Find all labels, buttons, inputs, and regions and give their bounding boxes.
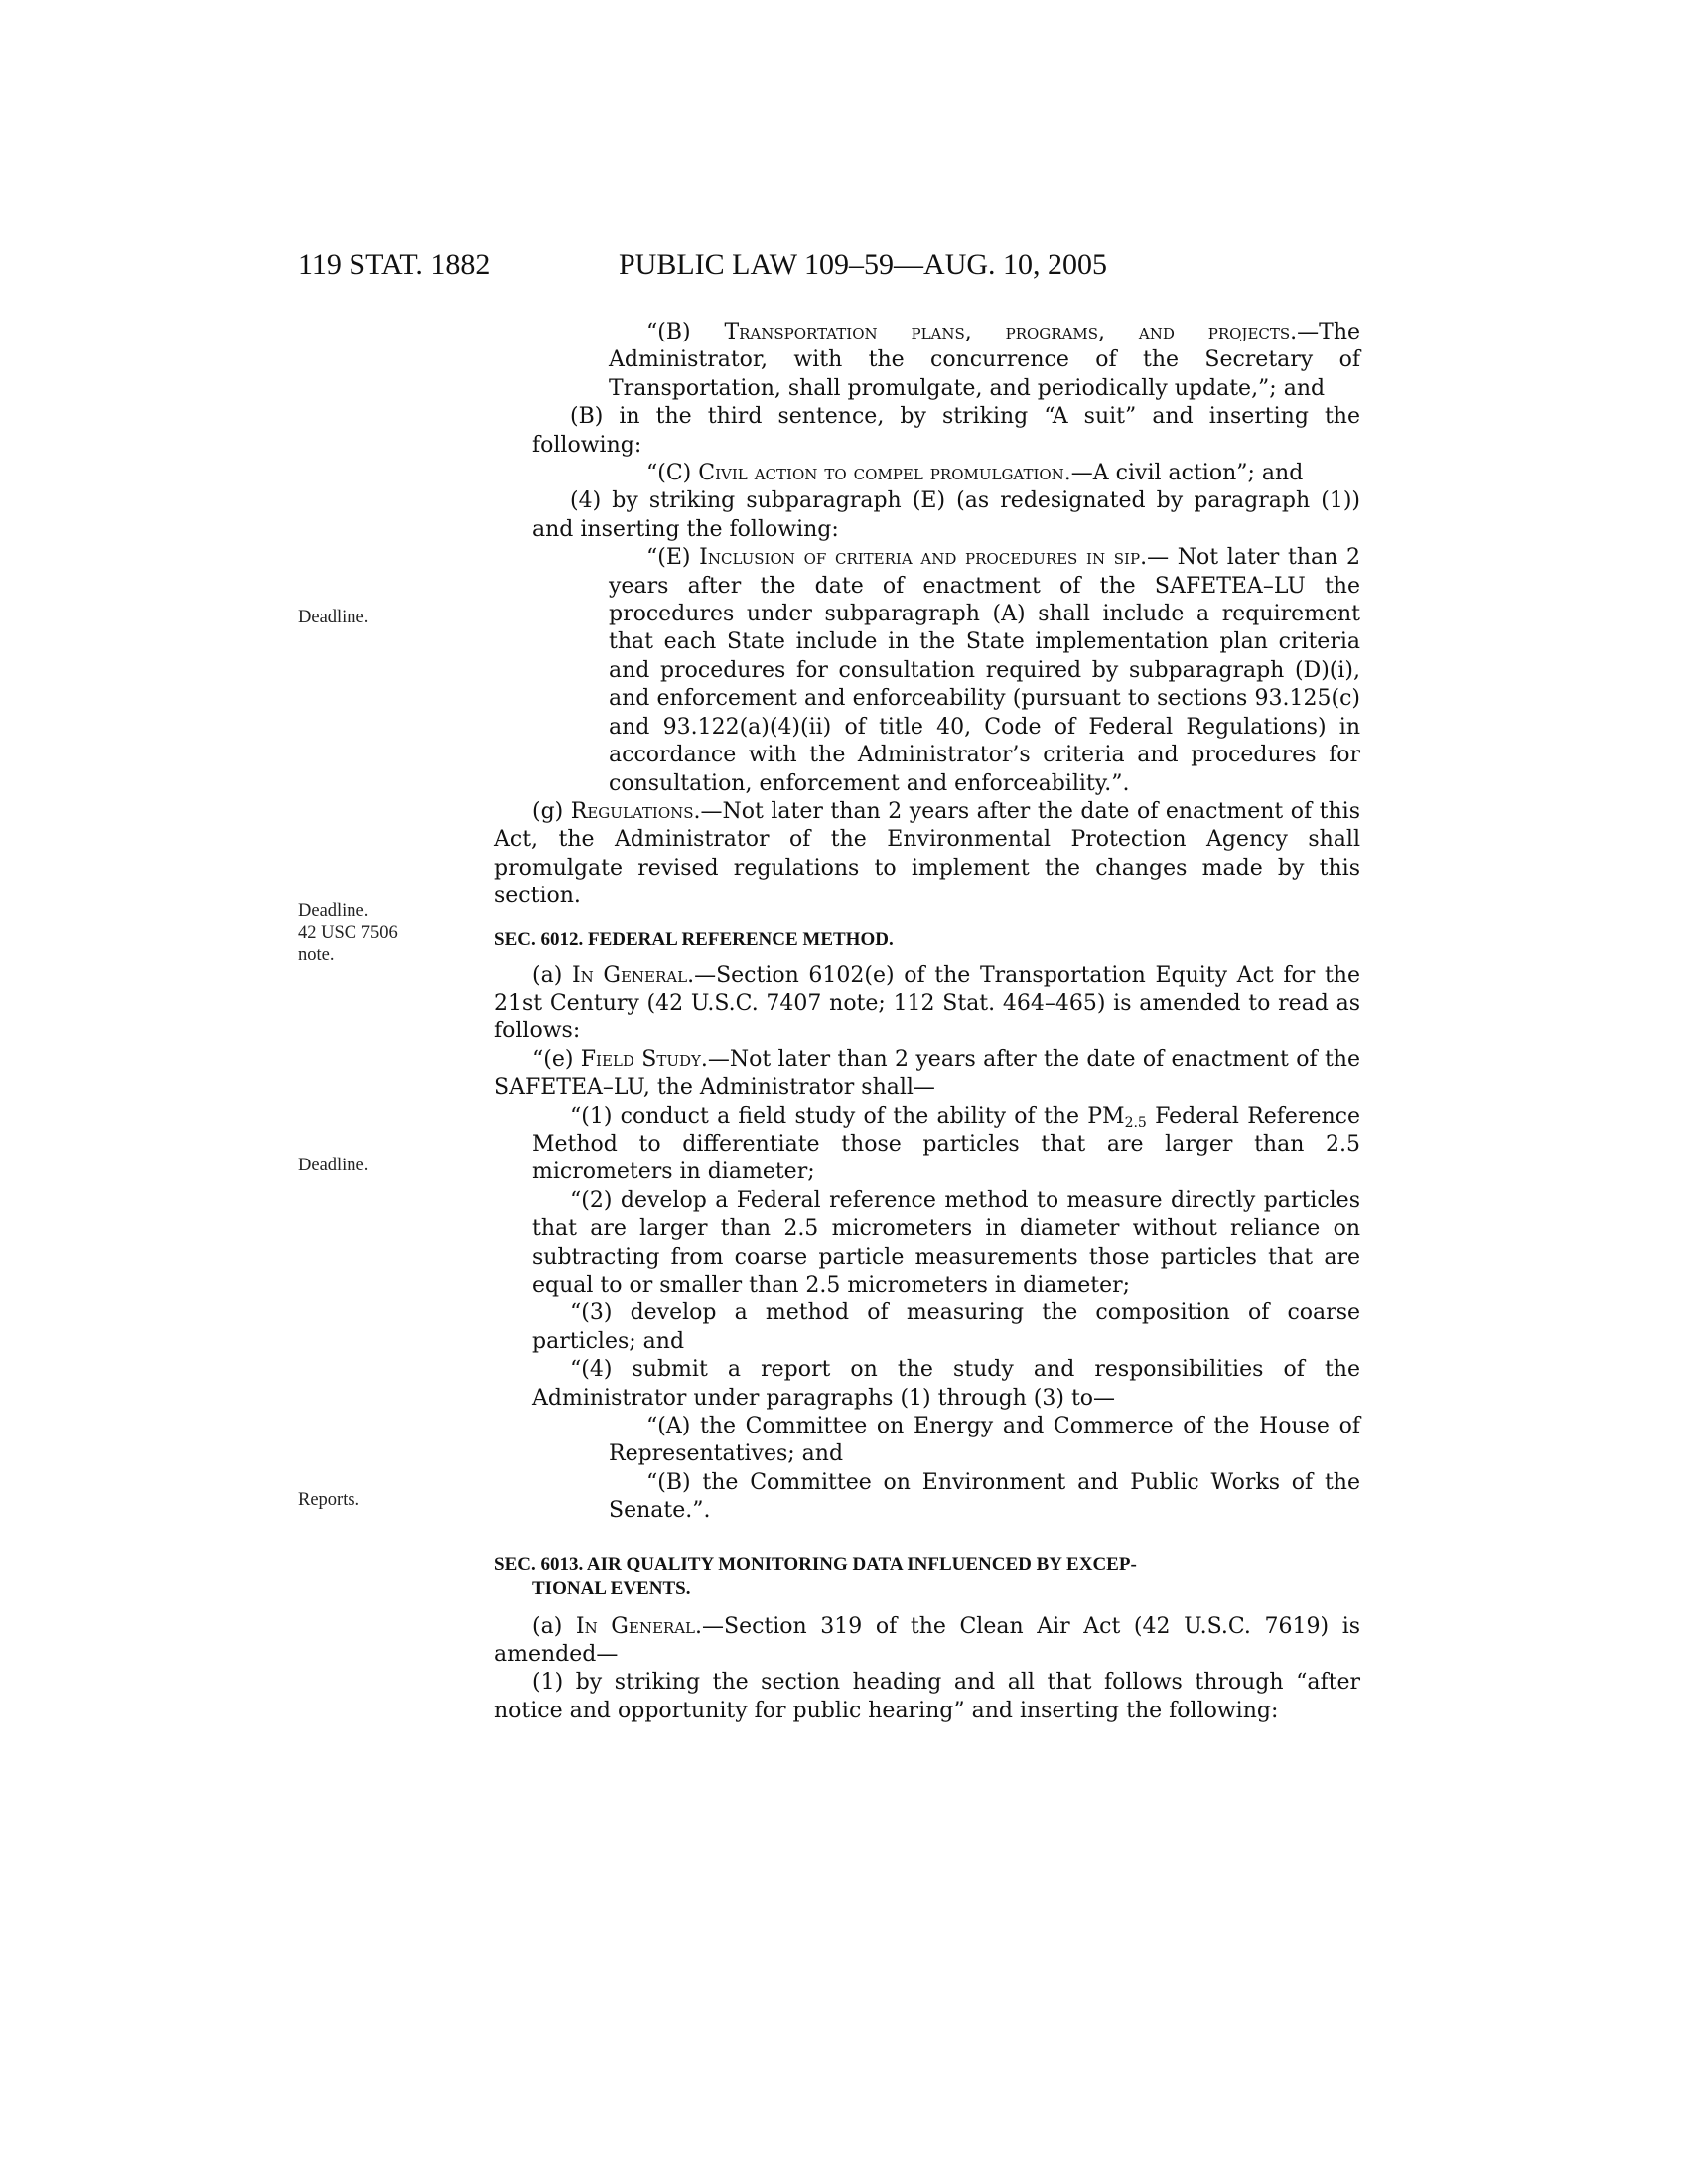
margin-note-deadline-usc (298, 900, 437, 966)
paragraph: (a) In General.—Section 6102(e) of the Transportation Equity Act for the 21st Century (42 U.S.C. 7407 note; 112 Stat. 464–465) is amended to read as follows: (494, 962, 1360, 1044)
section-heading: SEC. 6012. FEDERAL REFERENCE METHOD. (494, 928, 894, 950)
paragraph: (a) In General.—Section 319 of the Clean Air Act (42 U.S.C. 7619) is amended— (494, 1613, 1361, 1668)
margin-note-text: 42 USC 7506 (298, 923, 398, 943)
paragraph: “(C) Civil action to compel promulgation.—A civil action”; and (646, 461, 1304, 486)
paragraph: “(2) develop a Federal reference method to measure directly particles that are larger than 2.5 micrometers in diameter without reliance on subtracting from coarse particle measurements those particles that are equal to or smaller than 2.5 micrometers in diameter; (532, 1187, 1360, 1297)
paragraph: “(3) develop a method of measuring the composition of coarse particles; and (532, 1300, 1360, 1354)
margin-note-text: note. (298, 945, 335, 965)
section-heading: SEC. 6013. AIR QUALITY MONITORING DATA INFLUENCED BY EXCEP- TIONAL EVENTS. (494, 1553, 1137, 1599)
paragraph: “(1) conduct a field study of the ability of the $PM_{2.5}$ Federal Reference Method to differentiate those particles that are larger than 2.5 micrometers in diameter; (532, 1103, 1360, 1185)
paragraph: “(A) the Committee on Energy and Commerce of the House of Representatives; and (609, 1414, 1360, 1467)
margin-note-text: Deadline. (298, 608, 369, 627)
margin-note-deadline (298, 607, 437, 628)
paragraph: (1) by striking the section heading and all that follows through “after notice and opportunity for public hearing” and inserting the following: (494, 1670, 1360, 1723)
page-citation: 119 STAT. 1882 (298, 248, 491, 281)
paragraph: (4) by striking subparagraph (E) (as redesignated by paragraph (1)) and inserting the following: (532, 488, 1360, 542)
paragraph: “(e) Field Study.—Not later than 2 years after the date of enactment of the SAFETEA–LU, the Administrator shall— (494, 1046, 1360, 1101)
paragraph: “(4) submit a report on the study and responsibilities of the Administrator under paragraphs (1) through (3) to— (532, 1357, 1360, 1411)
paragraph: (B) in the third sentence, by striking “A suit” and inserting the following: (532, 404, 1360, 458)
paragraph: “(B) Transportation plans, programs, and projects.—The Administrator, with the concurrence of the Secretary of Transportation, shall promulgate, and periodically update,”; and (609, 320, 1361, 401)
margin-note-deadline (298, 1155, 437, 1176)
margin-note-text: Deadline. (298, 901, 369, 921)
margin-note-reports (298, 1489, 437, 1511)
margin-note-text: Reports. (298, 1490, 360, 1510)
paragraph: (g) Regulations.—Not later than 2 years after the date of enactment of this Act, the Administrator of the Environmental Protection Agency shall promulgate revised regulations to implement the changes made by this section. (494, 798, 1361, 909)
statute-body (494, 319, 1360, 1725)
margin-note-text: Deadline. (298, 1156, 369, 1175)
paragraph: “(B) the Committee on Environment and Public Works of the Senate.”. (609, 1469, 1360, 1524)
running-header: PUBLIC LAW 109–59—AUG. 10, 2005 (619, 248, 1108, 281)
paragraph: “(E) Inclusion of criteria and procedures in sip.— Not later than 2 years after the date of enactment of the SAFETEA–LU the procedures under subparagraph (A) shall include a requirement that each State include in the State implementation plan criteria and procedures for consultation required by subparagraph (D)(i), and enforcement and enforceability (pursuant to sections 93.125(c) and 93.122(a)(4)(ii) of title 40, Code of Federal Regulations) in accordance with the Administrator’s criteria and procedures for consultation, enforcement and enforceability.”. (609, 545, 1361, 796)
